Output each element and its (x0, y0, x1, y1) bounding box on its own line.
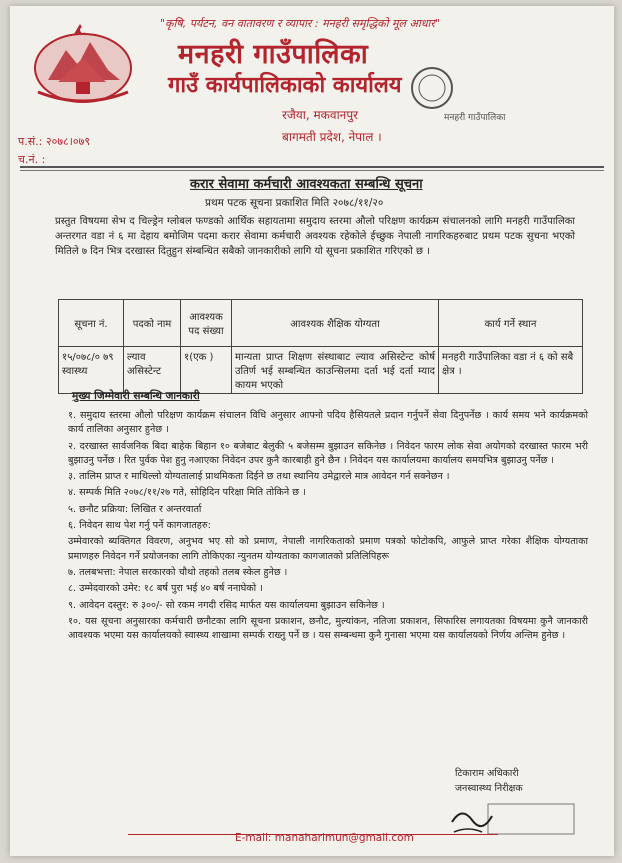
header-divider-thin (20, 170, 604, 171)
signatory-designation: जनस्वास्थ्य निरीक्षक (455, 783, 523, 794)
list-item: उम्मेवारको ब्यक्तिगत विवरण, अनुभव भए सो को प्रमाण, नेपाली नागरिकताको प्रमाण पत्रको फोटोकपि, आफुले प्राप्त गरेका शैक्षिक योग्यताका प्रमाणहरु निवेदन गर्ने प्रयोजनका लागि तोकिएका न्युनतम योग्यताका कागजातको प्रतिलिपिहरू (68, 536, 588, 562)
responsibilities-heading: मुख्य जिम्मेवारी सम्बन्धि जानकारी (72, 390, 200, 402)
vacancy-table (58, 299, 583, 394)
address-line-1: रजैया, मकवानपुर (282, 108, 359, 122)
stamp-text: मनहरी गाउँपालिका (444, 113, 506, 123)
responsibilities-list (68, 409, 588, 645)
column-header: आवश्यक पद संख्या (181, 300, 232, 347)
list-item: १०. यस सूचना अनुसारका कर्मचारी छनौटका लागि सूचना प्रकाशन, छनौट, मुल्यांकन, नतिजा प्रकाशन, सिफारिस लगायतका विषयमा कुनै जानकारी आवश्यक भएमा यस कार्यालयको स्वास्थ्य शाखामा सम्पर्क राख्नु पर्ने छ । यस सम्बन्धमा कुनै गुनासा भएमा यस कार्यालयको निर्णय अन्तिम हुनेछ । (68, 615, 588, 642)
signatory-name: टिकाराम अधिकारी (455, 768, 519, 779)
table-cell: १५/०७८/० ७९ स्वास्थ्य (59, 347, 124, 394)
list-item: ८. उम्मेदवारको उमेर: १८ बर्ष पुरा भई ४० बर्ष ननाघेको । (68, 583, 263, 595)
notice-title: करार सेवामा कर्मचारी आवश्यकता सम्बन्धि सूचना (190, 177, 423, 192)
first-notice-date: प्रथम पटक सूचना प्रकाशित मिति २०७८/११/२० (205, 197, 384, 209)
column-header: सूचना नं. (59, 300, 124, 347)
footer-email: E-mail: manaharimun@gmail.com (235, 832, 414, 844)
notice-document (10, 6, 614, 856)
list-item: ५. छनौट प्रक्रिया: लिखित र अन्तरवार्ता (68, 503, 202, 515)
dispatch-number: च.नं. : (18, 153, 46, 166)
address-line-2: बागमती प्रदेश, नेपाल । (282, 130, 382, 144)
list-item: ६. निवेदन साथ पेश गर्नु पर्ने कागजातहरु: (68, 520, 211, 532)
table-cell: मनहरी गाउँपालिका वडा नं ६ को सबै क्षेत्र । (439, 347, 583, 394)
signature-stamp-icon (448, 802, 578, 838)
list-item: ३. तालिम प्राप्त र माथिल्लो योग्यतालाई प्राथमिकता दिईने छ तथा स्थानिय उमेद्वारले मात्र आवेदन गर्न सक्नेछन । (68, 471, 450, 483)
list-item: ९. आवेदन दस्तुर: रु ३००/- सो रकम नगदी रसिद मार्फत यस कार्यालयमा बुझाउन सकिनेछ । (68, 599, 385, 611)
list-item: ४. सम्पर्क मिति २०७८/११/२७ गते, सोहिदिन परिक्षा मिति तोकिने छ । (68, 487, 306, 499)
table-cell: ल्याव असिस्टेन्ट (124, 347, 181, 394)
intro-paragraph: प्रस्तुत विषयमा सेभ द चिल्ड्रेन ग्लोबल फण्डको आर्थिक सहायतामा समुदाय स्तरमा औलो परिक्षण कार्यक्रम संचालनको लागि मनहरी गाउँपालिका अन्तरगत वडा नं ६ मा देहाय बमोजिम पदमा करार सेवामा कर्मचारी अवश्यक रहेकोले ईच्छुक नेपाली नागरिकहरुबाट प्रथम पटक सुचना भएको मितिले ७ दिन भित्र दरखास्त दितुहुन संम्बन्धित सबैको जानकारीको लागि यो सूचना प्रकाशित गरिएको छ । (55, 216, 575, 257)
reference-number: प.सं.: २०७८।०७९ (18, 135, 91, 148)
column-header: कार्य गर्ने स्थान (439, 300, 583, 347)
list-item: १. समुदाय स्तरमा औलो परिक्षण कार्यक्रम संचालन विधि अनुसार आफ्नो पदिय हैसियतले प्रदान गर्नुपर्ने सेवा दिनुपर्नेछ । कार्य समय भने कार्यक्रमको कार्य तालिका अनुसार हुनेछ । (68, 410, 588, 436)
table-cell: मान्यता प्राप्त शिक्षण संस्थाबाट ल्याव असिस्टेन्ट कोर्ष उतिर्ण भई सम्बन्धित काउन्सिलमा दर्ता भई दर्ता म्याद कायम भएको (232, 347, 439, 394)
list-item: ७. तलबभत्ता: नेपाल सरकारको चौथो तहको तलब स्केल हुनेछ । (68, 566, 288, 578)
table-header-row (59, 300, 583, 347)
government-emblem-icon (28, 20, 138, 106)
motto: "कृषि, पर्यटन, वन वातावरण र व्यापार : मनहरी समृद्धिको मूल आधार" (160, 17, 440, 30)
table-cell: १(एक ) (181, 347, 232, 394)
table-row (59, 347, 583, 394)
column-header: आवश्यक शैक्षिक योग्यता (232, 300, 439, 347)
office-stamp-icon (394, 64, 506, 152)
header-divider (20, 166, 604, 168)
list-item: २. दरखास्त सार्वजनिक बिदा बाहेक बिहान १० बजेबाट बेलुकी ५ बजेसम्म बुझाउन सकिनेछ । निवेदन फारम लोक सेवा अयोगको दरखास्त फारम भरी बुझाउनु पर्नेछ । रित पुर्वक पेश हुनु नआएका निवेदन उपर कुनै कारबाही हुने छैन । निवेदन यस कार्यालयमा कार्यालय समयभित्र बुझाउनु पर्नेछ । (68, 440, 588, 466)
office-name: गाउँ कार्यपालिकाको कार्यालय (168, 73, 402, 98)
column-header: पदको नाम (124, 300, 181, 347)
municipality-name: मनहरी गाउँपालिका (178, 39, 369, 70)
